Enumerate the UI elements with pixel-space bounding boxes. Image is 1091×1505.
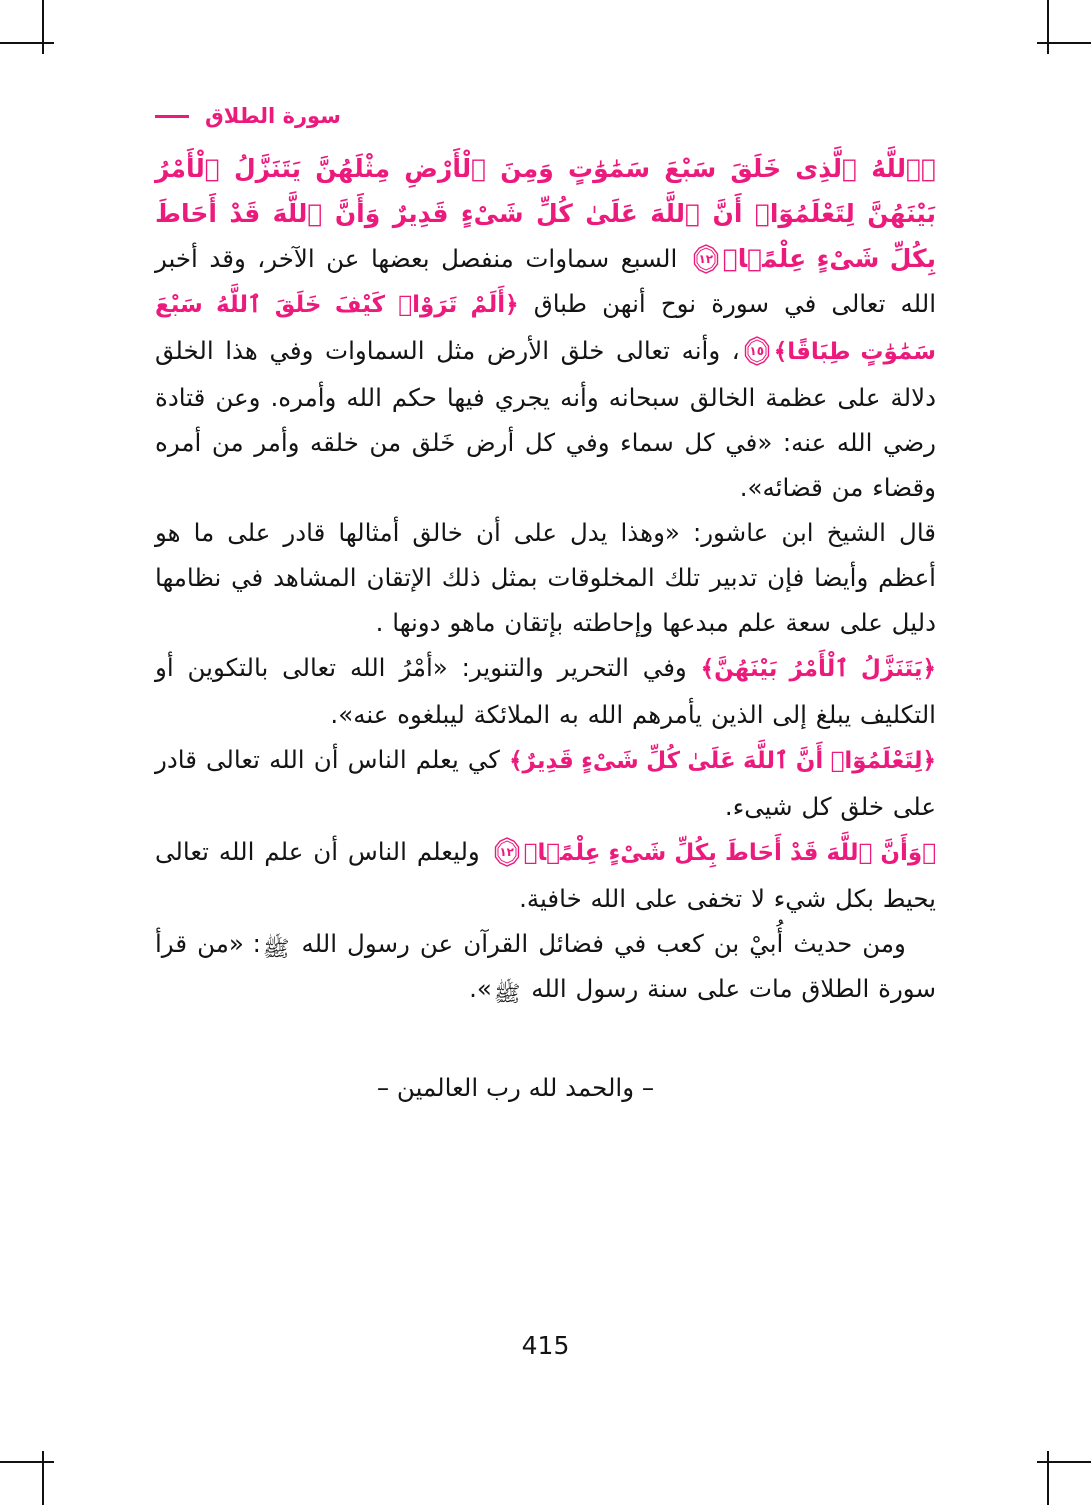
crop-mark-top-left-horizontal xyxy=(0,42,54,44)
hadith-text-a: ومن حديث أُبيْ بن كعب في فضائل القرآن عن رسول الله xyxy=(301,929,906,958)
paragraph-5 xyxy=(155,829,936,921)
hadith-text-b: : «من قرأ سورة الطلاق مات على سنة رسول الله xyxy=(155,929,936,1003)
commentary-text-2: قال الشيخ ابن عاشور: «وهذا يدل على أن خالق أمثالها قادر على ما هو أعظم وأيضا فإن تدبير تلك المخلوقات بمثل ذلك الإتقان المشاهد في نظامها دليل على سعة علم مبدعها وإحاطته بإتقان ماهو دونها . xyxy=(155,518,936,637)
paragraph-1 xyxy=(155,146,936,510)
paragraph-3 xyxy=(155,645,936,737)
ayah-marker-12b xyxy=(492,837,522,867)
crop-mark-top-right-vertical xyxy=(1047,0,1049,54)
running-header xyxy=(155,96,936,136)
hadith-text-c: ». xyxy=(469,974,492,1003)
ayah-number-12b: ١٢ xyxy=(499,844,514,859)
running-header-rule xyxy=(155,115,189,118)
commentary-text-4: كي يعلم الناس أن الله تعالى قادر على خلق كل شيىء. xyxy=(155,745,936,821)
quran-quote-ahata: ﴿وَأَنَّ ٱللَّهَ قَدْ أَحَاطَ بِكُلِّ شَىْءٍ عِلْمًۢا﴾ xyxy=(523,840,936,866)
commentary-text-1b: ، وأنه تعالى خلق الأرض مثل السماوات وفي هذا الخلق دلالة على عظمة الخالق سبحانه وأنه يجري فيها حكم الله وأمره. وعن قتادة رضي الله عنه: «في كل سماء وفي كل أرض خَلق من خلقه وأمر من أمره وقضاء من قضائه». xyxy=(155,336,936,502)
quran-quote-71-15: ﴿أَلَمْ تَرَوْا۟ كَيْفَ خَلَقَ ٱللَّهُ سَبْعَ سَمَٰوَٰتٍ طِبَاقًا﴾ xyxy=(155,292,936,365)
quran-quote-65-12-full: ﴿ٱللَّهُ ٱلَّذِى خَلَقَ سَبْعَ سَمَٰوَٰتٍ وَمِنَ ٱلْأَرْضِ مِثْلَهُنَّ يَتَنَزَّلُ ٱلْأَمْرُ بَيْنَهُنَّ لِتَعْلَمُوٓا۟ أَنَّ ٱللَّهَ عَلَىٰ كُلِّ شَىْءٍ قَدِيرٌ وَأَنَّ ٱللَّهَ قَدْ أَحَاطَ بِكُلِّ شَىْءٍ عِلْمًۢا﴾ xyxy=(155,154,936,273)
quran-quote-yatanazzal: ﴿يَتَنَزَّلُ ٱلْأَمْرُ بَيْنَهُنَّ﴾ xyxy=(700,656,936,682)
crop-mark-bottom-left-vertical xyxy=(42,1451,44,1505)
commentary-text-5: وليعلم الناس أن علم الله تعالى يحيط بكل شيء لا تخفى على الله خافية. xyxy=(155,837,936,913)
crop-mark-bottom-right-vertical xyxy=(1047,1451,1049,1505)
ayah-marker-15 xyxy=(742,336,772,366)
crop-mark-top-right-horizontal xyxy=(1037,42,1091,44)
closing-doxology: – والحمد لله رب العالمين – xyxy=(376,1073,655,1102)
ayah-number-15: ١٥ xyxy=(749,343,765,358)
commentary-text-3: وفي التحرير والتنوير: «أمْرُ الله تعالى بالتكوين أو التكليف يبلغ إلى الذين يأمرهم الله به الملائكة ليبلغوه عنه». xyxy=(155,653,936,729)
crop-mark-bottom-right-horizontal xyxy=(1037,1461,1091,1463)
commentary-text-1a: السبع سماوات منفصل بعضها عن الآخر، وقد أخبر الله تعالى في سورة نوح أنهن طباق xyxy=(155,244,936,318)
ayah-marker-12a xyxy=(691,244,721,274)
sallallahu-alayhi-wasallam-icon-2: ﷺ xyxy=(493,982,521,1007)
paragraph-2-ibn-ashour xyxy=(155,510,936,645)
crop-mark-bottom-left-horizontal xyxy=(0,1461,54,1463)
paragraph-6-hadith xyxy=(155,921,936,1011)
page-content xyxy=(155,96,936,1110)
paragraph-4 xyxy=(155,737,936,829)
page-number: 415 xyxy=(521,1331,570,1360)
quran-quote-litalamu: ﴿لِتَعْلَمُوٓا۟ أَنَّ ٱللَّهَ عَلَىٰ كُلِّ شَىْءٍ قَدِيرٌ﴾ xyxy=(509,748,936,774)
ayah-number-12a: ١٢ xyxy=(698,251,714,266)
running-header-surah-title: سورة الطلاق xyxy=(205,103,341,128)
running-header-group xyxy=(155,103,341,128)
body-text xyxy=(155,146,936,1011)
crop-mark-top-left-vertical xyxy=(42,0,44,54)
sallallahu-alayhi-wasallam-icon-1: ﷺ xyxy=(262,937,290,962)
